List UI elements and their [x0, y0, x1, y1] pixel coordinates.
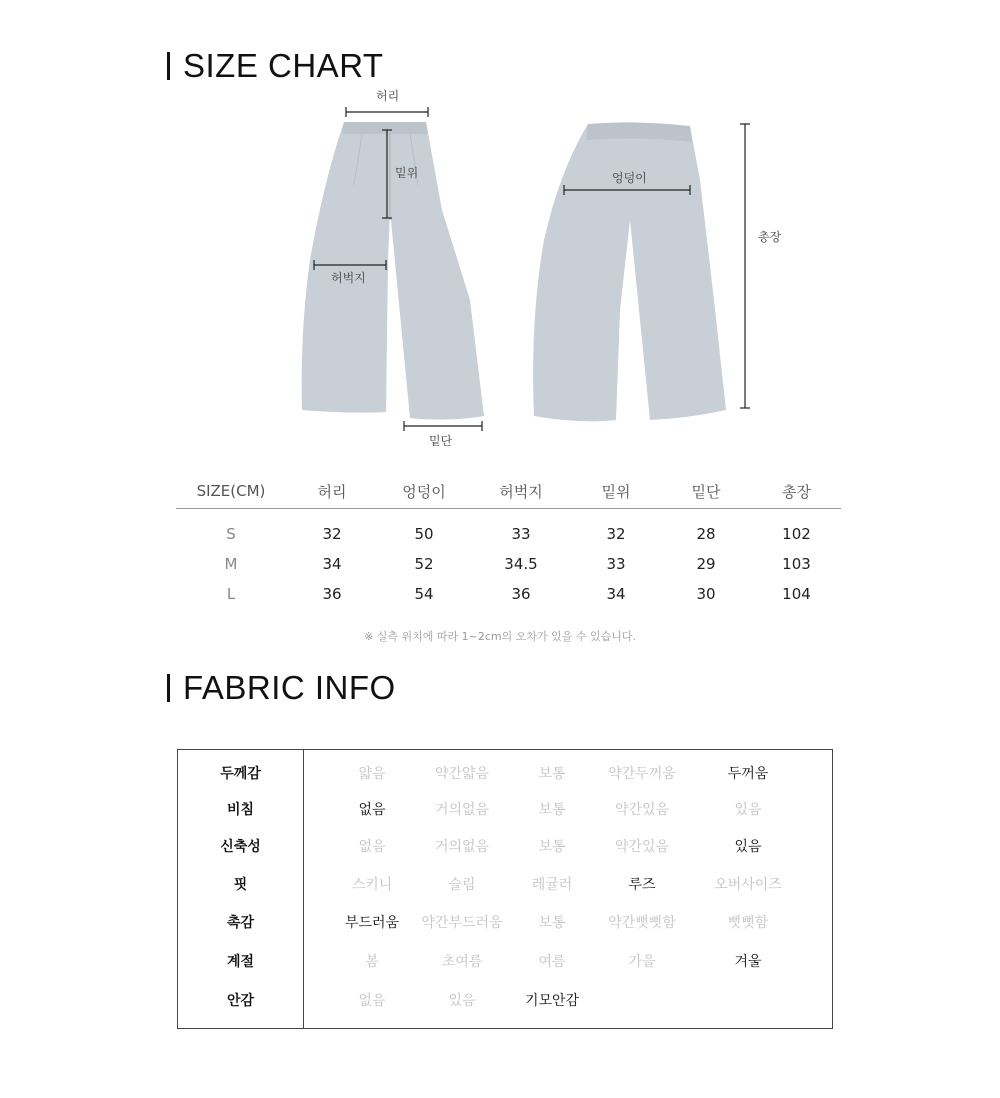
fabric-row: [178, 870, 834, 900]
fabric-option: 보통: [538, 839, 566, 855]
fabric-option: 약간뻣뻣함: [608, 915, 676, 931]
value-cell: 33: [606, 555, 626, 573]
rise-label: 밑위: [395, 166, 419, 180]
fabric-row-label: 계절: [226, 954, 255, 970]
title-bar: [167, 52, 170, 80]
fabric-row-label: 안감: [226, 993, 255, 1009]
fabric-option: 약간있음: [614, 802, 670, 818]
fabric-info-title: [167, 668, 396, 708]
fabric-option: 봄: [365, 954, 379, 970]
fabric-option: 얇음: [358, 766, 386, 782]
fabric-option: 있음: [448, 993, 476, 1009]
pants-illustration: [290, 89, 782, 460]
fabric-option-selected: 겨울: [734, 954, 762, 970]
size-cell: M: [224, 555, 238, 573]
size-chart-title-text: SIZE CHART: [183, 47, 384, 84]
fabric-option: 보통: [538, 766, 566, 782]
fabric-option: 거의없음: [434, 839, 490, 855]
value-cell: 34: [606, 585, 626, 603]
value-cell: 103: [782, 555, 811, 573]
value-cell: 52: [414, 555, 434, 573]
fabric-option: 보통: [538, 802, 566, 818]
fabric-row-label: 두께감: [220, 766, 261, 782]
fabric-row: [178, 947, 834, 977]
fabric-option-selected: 없음: [358, 802, 386, 818]
length-label: 총장: [758, 230, 782, 244]
fabric-option: 초여름: [441, 954, 483, 970]
fabric-row: [178, 795, 834, 825]
fabric-info-title-text: FABRIC INFO: [183, 669, 396, 706]
value-cell: 54: [414, 585, 434, 603]
fabric-row-label: 비침: [226, 802, 255, 818]
fabric-row-label: 촉감: [226, 915, 255, 931]
waist-label: 허리: [376, 89, 400, 103]
size-cell: L: [226, 585, 236, 603]
value-cell: 104: [782, 585, 811, 603]
value-cell: 32: [322, 525, 342, 543]
value-cell: 36: [322, 585, 342, 603]
header-cell: 밑위: [572, 478, 660, 509]
size-table: [176, 478, 841, 609]
fabric-option: 거의없음: [434, 802, 490, 818]
fabric-option: 있음: [734, 802, 762, 818]
size-cell: S: [226, 525, 236, 543]
fabric-option: 없음: [358, 839, 386, 855]
fabric-option: 여름: [538, 954, 566, 970]
fabric-option: 스키니: [351, 877, 393, 893]
fabric-option: 뻣뻣함: [727, 915, 769, 931]
value-cell: 102: [782, 525, 811, 543]
header-cell: 허벅지: [470, 478, 572, 509]
fabric-option-selected: 부드러움: [344, 915, 400, 931]
header-cell: SIZE(CM): [176, 478, 286, 509]
fabric-option: 약간얇음: [434, 766, 490, 782]
fabric-row: [178, 832, 834, 862]
value-cell: 30: [696, 585, 716, 603]
fabric-option: 오버사이즈: [714, 877, 782, 893]
fabric-row-label: 신축성: [220, 839, 261, 855]
table-row: [176, 549, 841, 579]
fabric-option: 가을: [628, 954, 656, 970]
size-table-header: [176, 478, 841, 509]
header-cell: 밑단: [660, 478, 752, 509]
measurement-note: ※ 실측 위치에 따라 1~2cm의 오차가 있을 수 있습니다.: [364, 630, 636, 643]
fabric-option: 슬림: [448, 877, 476, 893]
header-cell: 엉덩이: [378, 478, 470, 509]
fabric-option: 없음: [358, 993, 386, 1009]
header-cell: 허리: [286, 478, 378, 509]
hip-label: 엉덩이: [612, 171, 647, 185]
fabric-option: 약간두꺼움: [608, 766, 676, 782]
fabric-row: [178, 759, 834, 789]
fabric-row-label: 핏: [233, 877, 248, 893]
fabric-option-selected: 기모안감: [524, 993, 580, 1009]
fabric-option-selected: 두꺼움: [727, 766, 769, 782]
fabric-option: 보통: [538, 915, 566, 931]
fabric-info-table: [177, 749, 833, 1029]
fabric-option: 약간있음: [614, 839, 670, 855]
fabric-option: 레귤러: [531, 877, 573, 893]
hem-label: 밑단: [429, 434, 453, 448]
table-row: [176, 579, 841, 609]
value-cell: 36: [511, 585, 531, 603]
fabric-row: [178, 908, 834, 938]
fabric-option-selected: 루즈: [628, 877, 656, 893]
thigh-label: 허벅지: [331, 271, 366, 285]
front-pants-shape: [302, 122, 484, 420]
fabric-row: [178, 986, 834, 1016]
value-cell: 34.5: [504, 555, 538, 573]
value-cell: 32: [606, 525, 626, 543]
value-cell: 33: [511, 525, 531, 543]
value-cell: 29: [696, 555, 716, 573]
value-cell: 28: [696, 525, 716, 543]
header-cell: 총장: [752, 478, 841, 509]
fabric-option-selected: 있음: [734, 839, 762, 855]
value-cell: 34: [322, 555, 342, 573]
fabric-option: 약간부드러움: [421, 915, 503, 931]
table-row: [176, 509, 841, 550]
value-cell: 50: [414, 525, 434, 543]
title-bar: [167, 674, 170, 702]
size-chart-title: [167, 46, 384, 86]
